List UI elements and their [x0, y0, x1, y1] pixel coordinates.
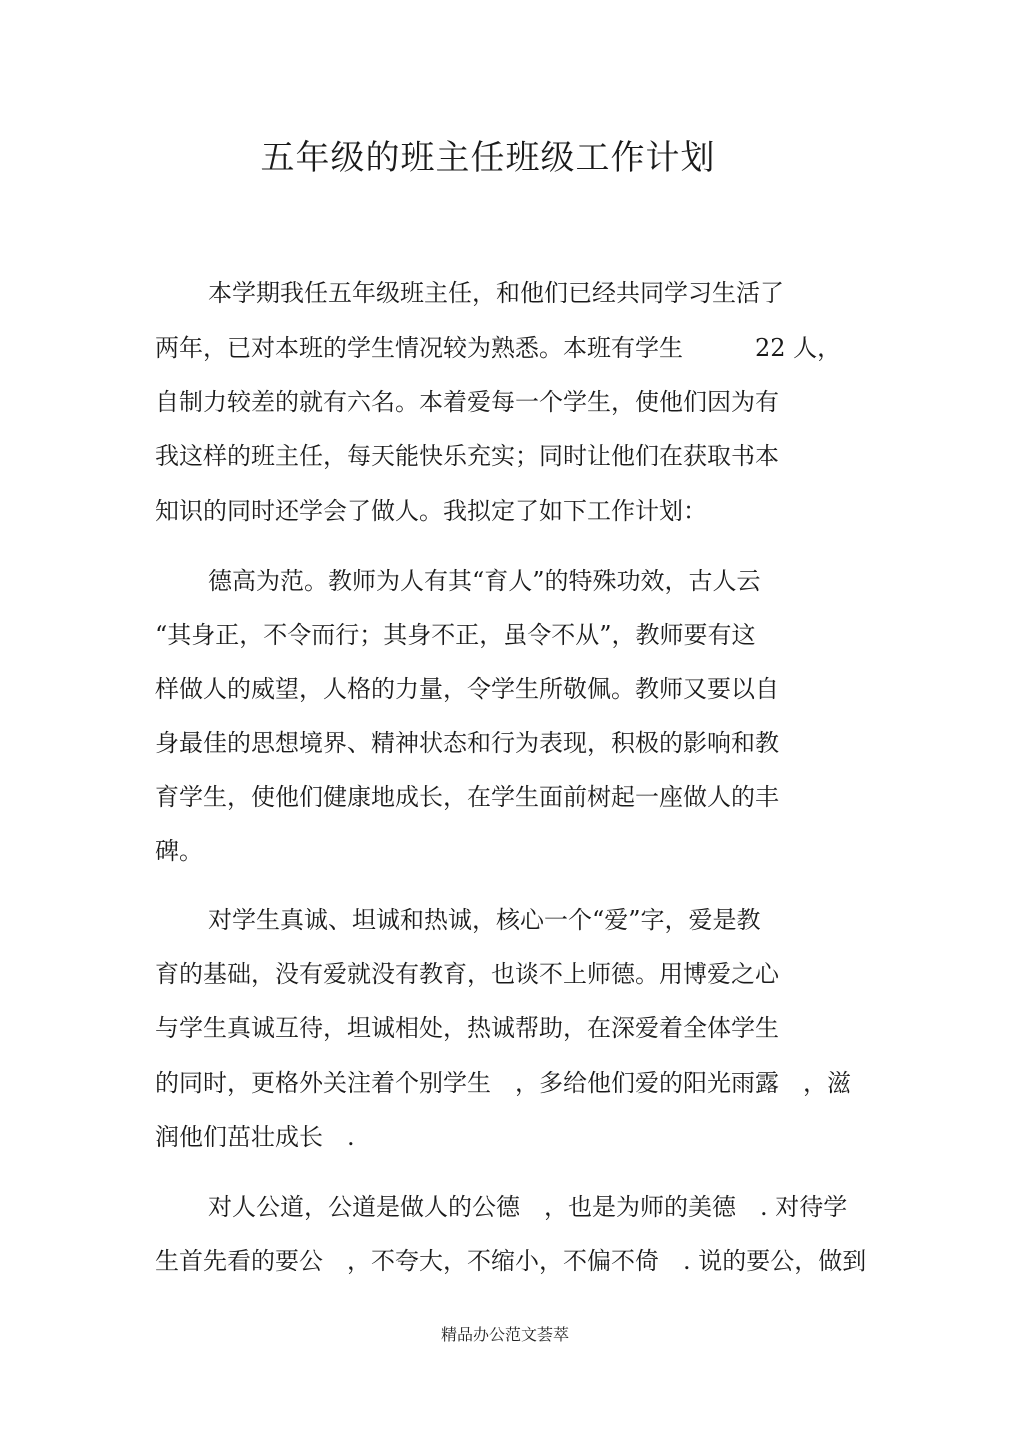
text-line: 样做人的威望，人格的力量，令学生所敬佩。教师又要以自	[155, 675, 779, 703]
text-line: 育学生，使他们健康地成长，在学生面前树起一座做人的丰	[155, 783, 779, 811]
text-line: 的同时，更格外关注着个别学生 ，多给他们爱的阳光雨露 ，滋	[155, 1069, 851, 1097]
text-line: 身最佳的思想境界、精神状态和行为表现，积极的影响和教	[155, 729, 779, 757]
page-title: 五年级的班主任班级工作计划	[260, 138, 716, 178]
text-line: 与学生真诚互待，坦诚相处，热诚帮助，在深爱着全体学生	[155, 1014, 779, 1042]
page-footer: 精品办公范文荟萃	[440, 1325, 569, 1344]
text-line: 本学期我任五年级班主任，和他们已经共同学习生活了	[208, 279, 784, 307]
text-line: 碑。	[155, 837, 203, 865]
text-line: 我这样的班主任，每天能快乐充实；同时让他们在获取书本	[155, 442, 779, 470]
text-line: 润他们茁壮成长 .	[155, 1123, 355, 1151]
text-line: 自制力较差的就有六名。本着爱每一个学生，使他们因为有	[155, 388, 779, 416]
text-line: “其身正，不令而行；其身不正，虽令不从”，教师要有这	[155, 621, 756, 649]
text-line: 知识的同时还学会了做人。我拟定了如下工作计划：	[155, 497, 707, 525]
text-line: 德高为范。教师为人有其“育人”的特殊功效，古人云	[208, 567, 761, 595]
text-line: 对人公道，公道是做人的公德 ，也是为师的美德 . 对待学	[208, 1193, 848, 1221]
text-line: 对学生真诚、坦诚和热诚，核心一个“爱”字，爱是教	[208, 906, 761, 934]
text-line: 生首先看的要公 ，不夸大，不缩小，不偏不倚 . 说的要公，做到	[155, 1247, 867, 1275]
text-line: 两年，已对本班的学生情况较为熟悉。本班有学生 22 人，	[155, 334, 842, 362]
text-line: 育的基础，没有爱就没有教育，也谈不上师德。用博爱之心	[155, 960, 779, 988]
